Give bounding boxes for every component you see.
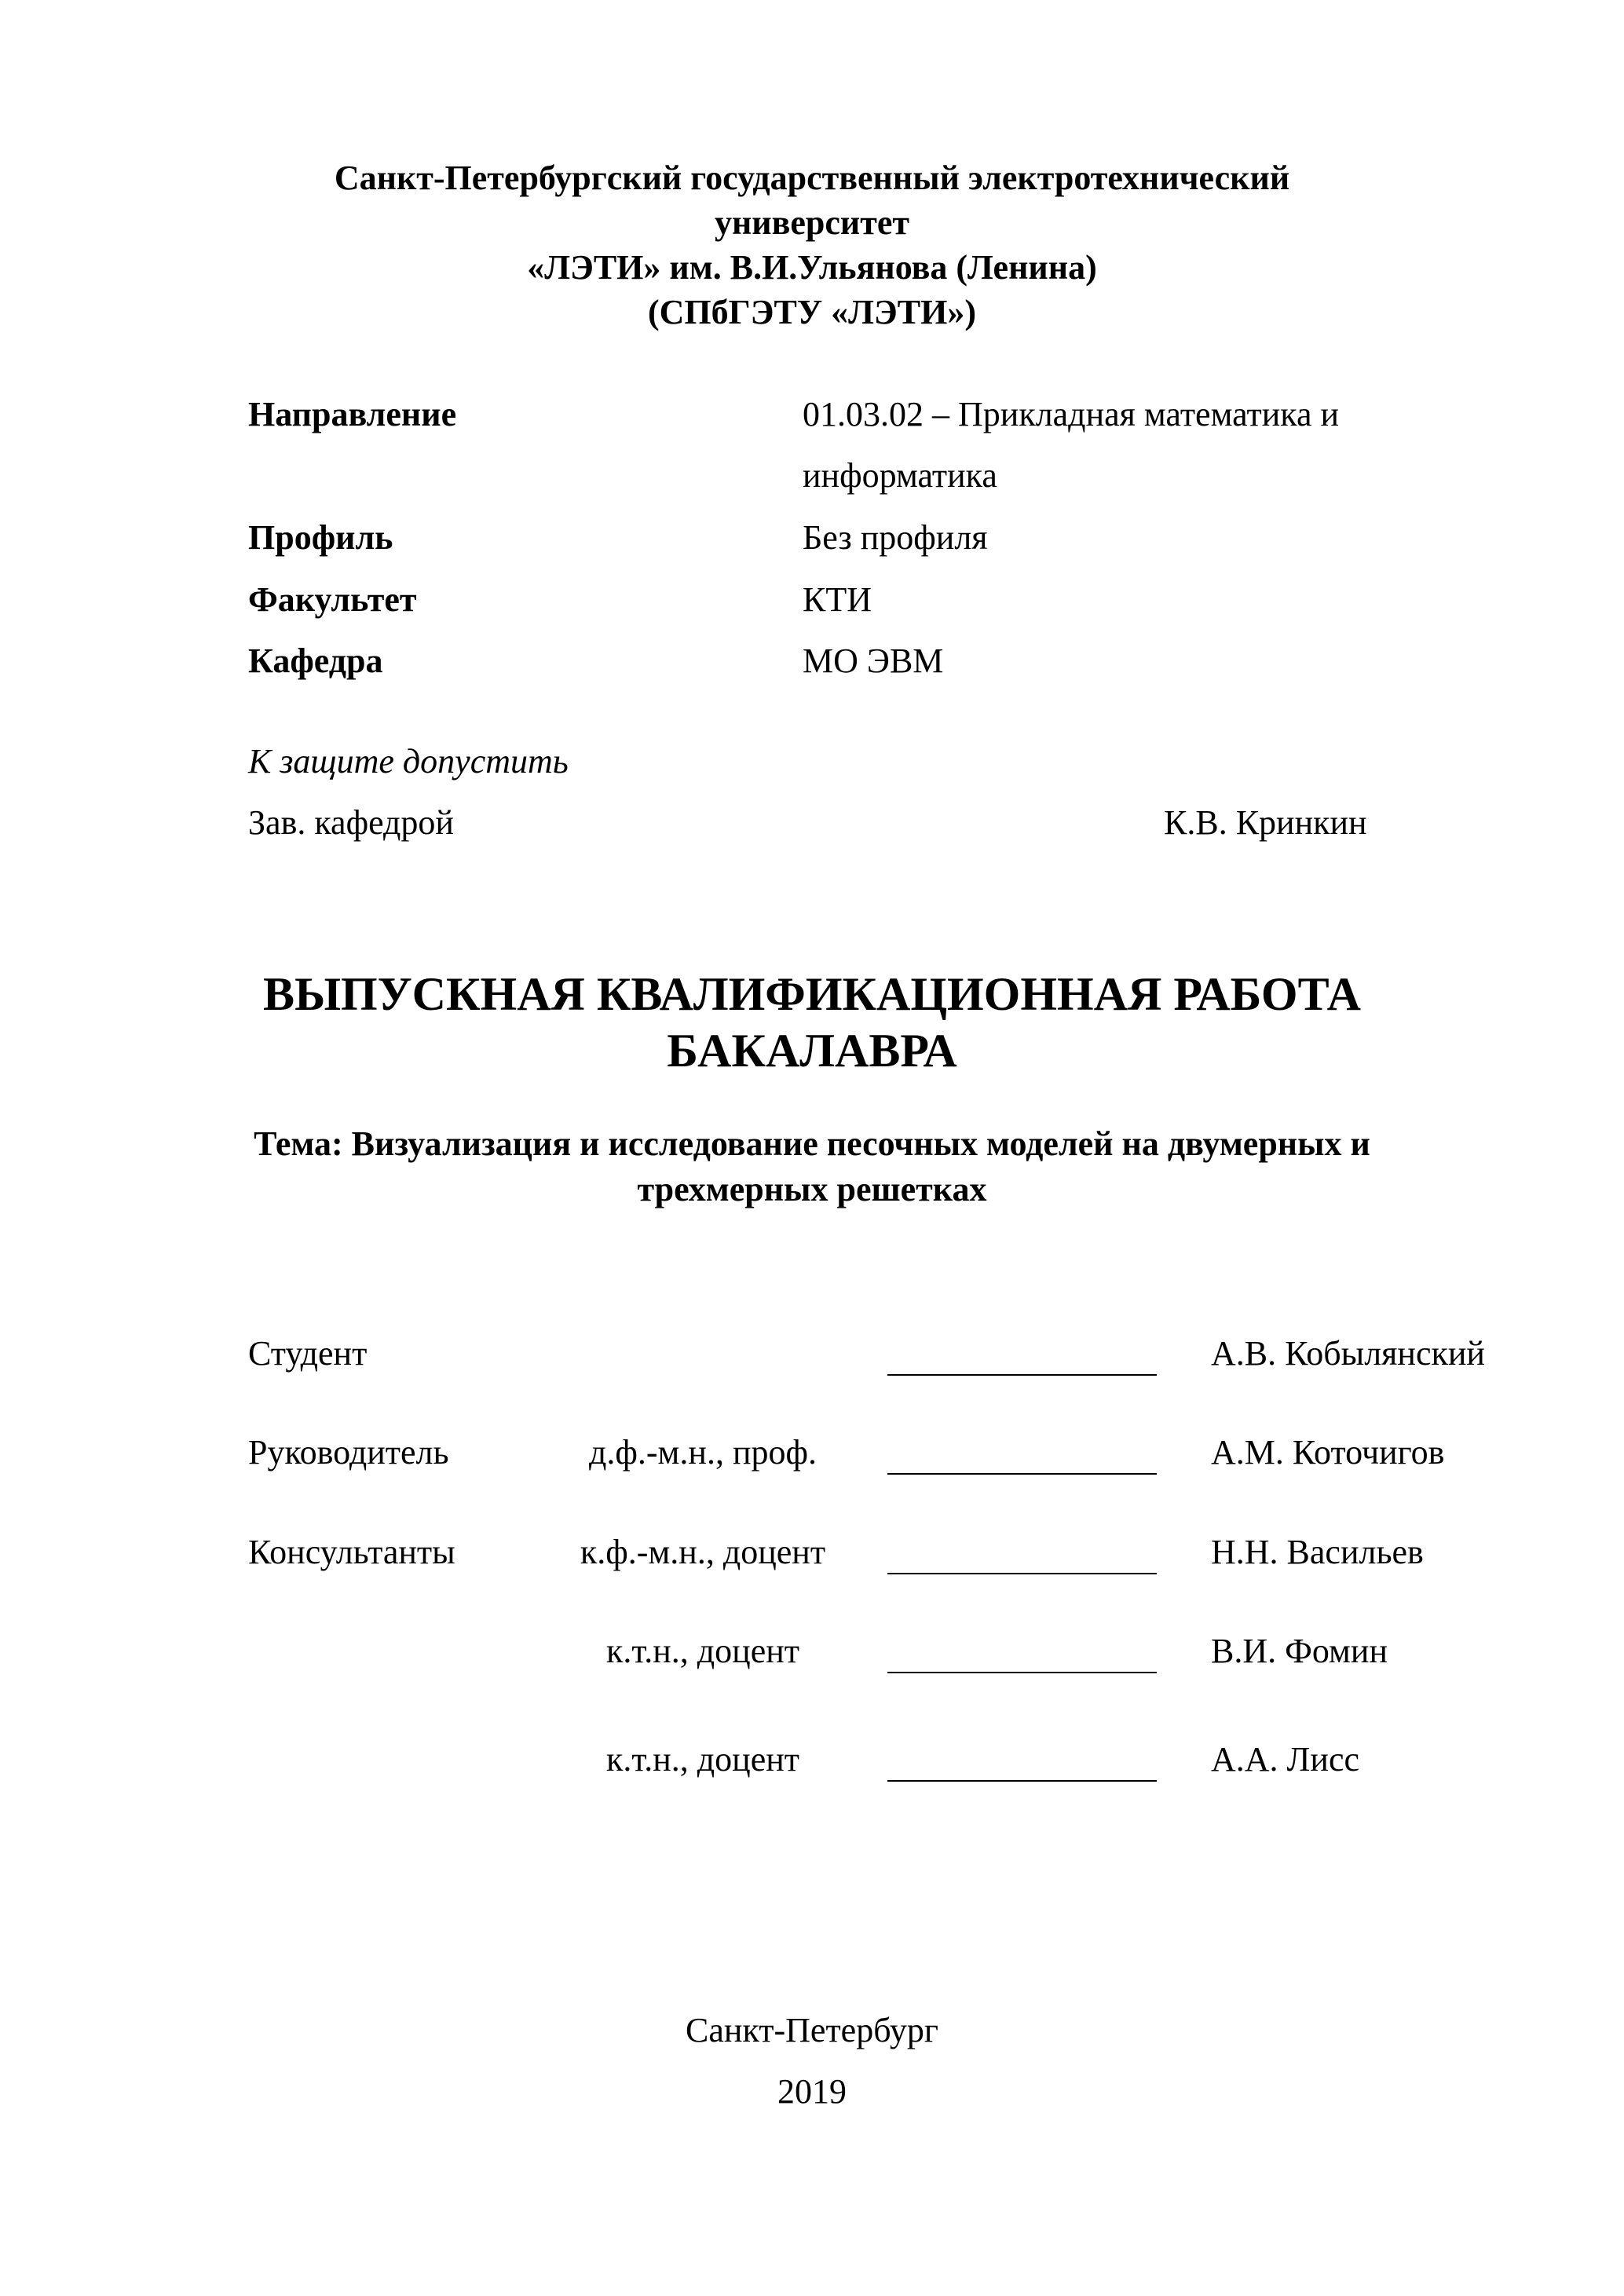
faculty-value: КТИ: [803, 580, 872, 619]
signature-name: А.А. Лисс: [1211, 1740, 1359, 1779]
university-name-line2: университет: [714, 203, 910, 242]
university-header: [0, 155, 1624, 335]
department-label: Кафедра: [248, 642, 383, 680]
signature-name: Н.Н. Васильев: [1211, 1533, 1424, 1571]
head-of-department-label: Зав. кафедрой: [248, 803, 454, 842]
university-abbreviation: (СПбГЭТУ «ЛЭТИ»): [648, 293, 976, 331]
thesis-topic-line2: трехмерных решетках: [637, 1170, 987, 1208]
profile-label: Профиль: [248, 518, 393, 557]
signature-line: [887, 1473, 1157, 1475]
signature-name: В.И. Фомин: [1211, 1632, 1388, 1670]
direction-value-line2: информатика: [803, 456, 997, 495]
signature-role: Студент: [248, 1334, 368, 1373]
head-of-department-name: К.В. Кринкин: [1164, 803, 1367, 842]
signature-role: Консультанты: [248, 1533, 455, 1571]
document-title: [0, 966, 1624, 1079]
signature-line: [887, 1374, 1157, 1376]
signature-role: Руководитель: [248, 1433, 449, 1472]
year: 2019: [777, 2072, 847, 2111]
signature-line: [887, 1672, 1157, 1673]
direction-label: Направление: [248, 395, 457, 433]
signature-degree: к.ф.-м.н., доцент: [580, 1533, 826, 1571]
signature-name: А.В. Кобылянский: [1211, 1334, 1485, 1373]
signature-degree: к.т.н., доцент: [605, 1632, 800, 1670]
thesis-topic-line1: Тема: Визуализация и исследование песочных моделей на двумерных и: [254, 1124, 1370, 1163]
document-title-line2: БАКАЛАВРА: [667, 1025, 957, 1077]
department-value: МО ЭВМ: [803, 642, 944, 680]
faculty-label: Факультет: [248, 580, 417, 619]
signature-line: [887, 1780, 1157, 1782]
signature-degree: к.т.н., доцент: [605, 1740, 800, 1779]
signature-line: [887, 1573, 1157, 1574]
university-name-line3: «ЛЭТИ» им. В.И.Ульянова (Ленина): [527, 248, 1097, 287]
admit-to-defense: К защите допустить: [248, 742, 569, 781]
university-name-line1: Санкт-Петербургский государственный электротехнический: [334, 159, 1290, 197]
city: Санкт-Петербург: [686, 2011, 938, 2049]
signature-degree: д.ф.-м.н., проф.: [589, 1433, 817, 1472]
profile-value: Без профиля: [803, 518, 988, 557]
document-title-line1: ВЫПУСКНАЯ КВАЛИФИКАЦИОННАЯ РАБОТА: [263, 968, 1361, 1020]
thesis-topic: [0, 1121, 1624, 1212]
direction-value-line1: 01.03.02 – Прикладная математика и: [803, 395, 1340, 433]
signature-name: А.М. Коточигов: [1211, 1433, 1445, 1472]
